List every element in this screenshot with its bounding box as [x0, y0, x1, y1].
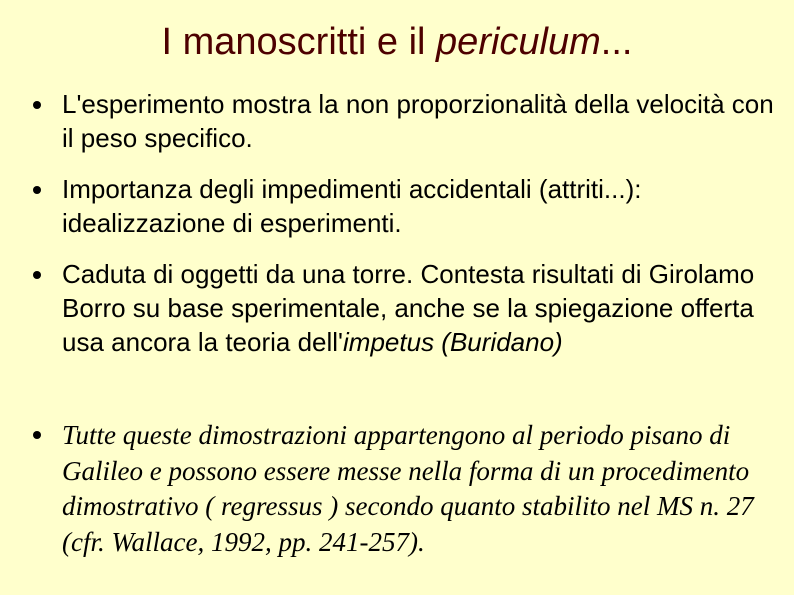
title-tail: ...	[600, 21, 633, 63]
bullet-item	[62, 172, 782, 240]
bullet-item	[62, 418, 782, 560]
bullet-text: Importanza degli impedimenti accidentali (attriti...): idealizzazione di esperimenti.	[62, 174, 642, 238]
bullet-dot-icon	[33, 101, 41, 109]
title-italic: periculum	[436, 21, 601, 63]
bullet-dot-icon	[33, 186, 41, 194]
bullet-text-italic: impetus (Buridano)	[343, 327, 563, 357]
bullet-text: Caduta di oggetti da una torre. Contesta risultati di Girolamo Borro su base sperimentale, anche se la spiegazione offerta usa ancora la teoria dell'	[62, 259, 755, 357]
bullet-item	[62, 257, 782, 359]
bullet-dot-icon	[33, 431, 41, 439]
bullet-text: Tutte queste dimostrazioni appartengono al periodo pisano di Galileo e possono essere messe nella forma di un procedimento dimostrativo ( regressus ) secondo quanto stabilito nel MS n. 27 (cfr. Wallace, 1992, pp. 241-257).	[62, 420, 754, 557]
bullet-item	[62, 87, 782, 155]
bullet-dot-icon	[33, 271, 41, 279]
title-main: I manoscritti e il	[161, 21, 437, 63]
bullet-text: L'esperimento mostra la non proporzionalità della velocità con il peso specifico.	[62, 89, 774, 153]
